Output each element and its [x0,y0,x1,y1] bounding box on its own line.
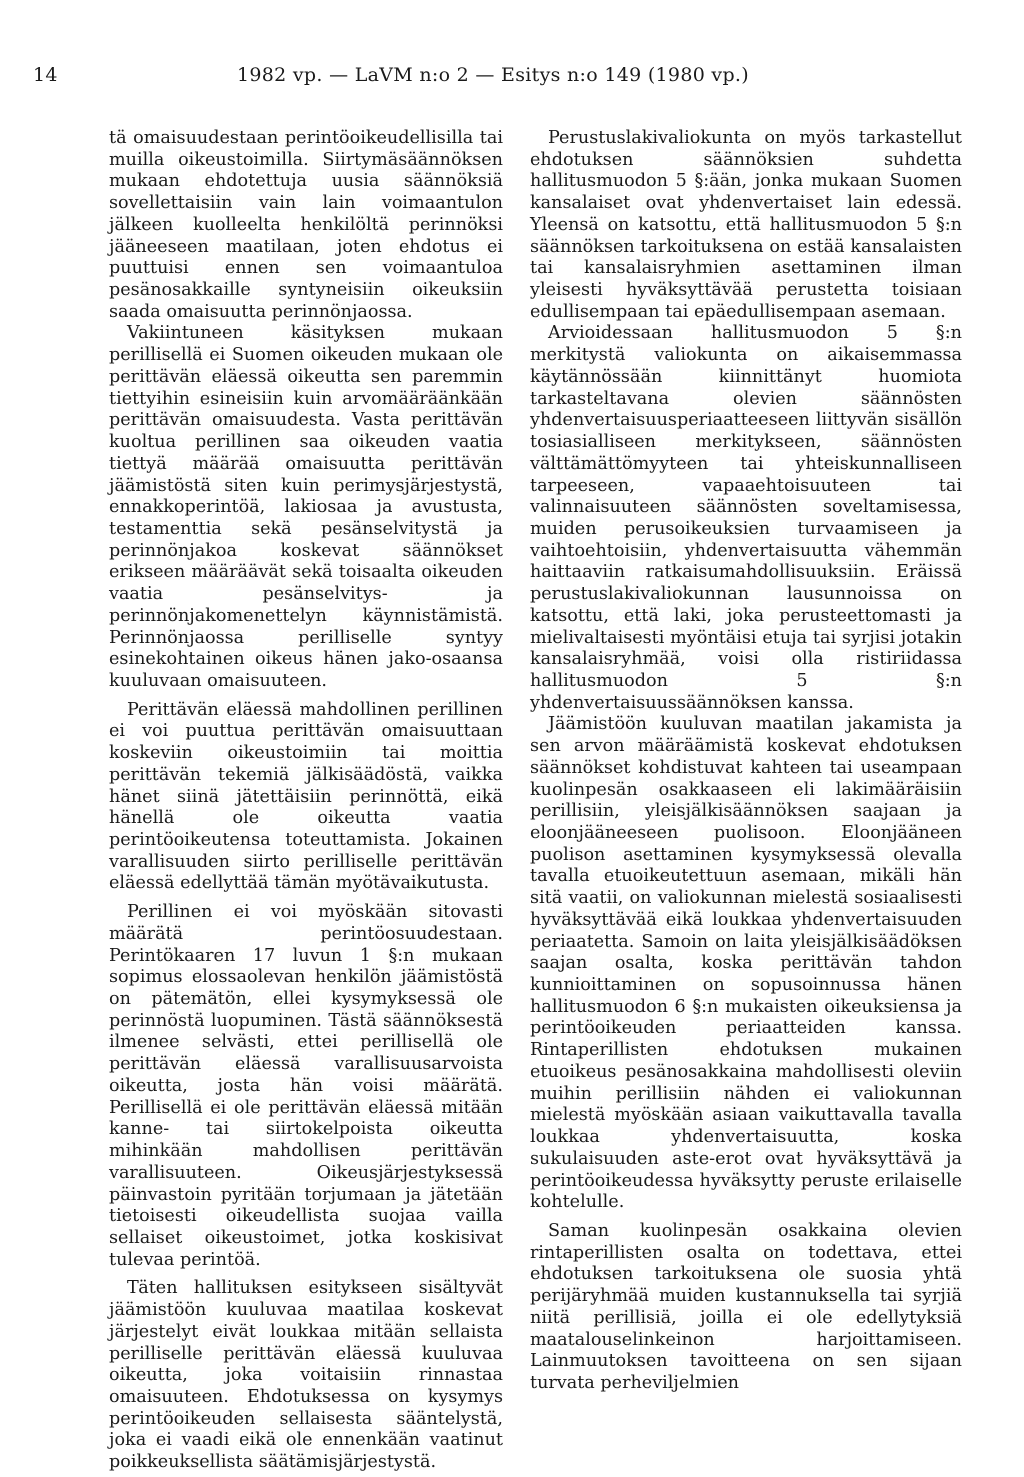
left-column [109,128,503,1474]
right-paragraph-1: Perustuslakivaliokunta on myös tarkastellut ehdotuksen säännöksien suhdetta hallitusmuodon 5 §:ään, jonka mukaan Suomen kansalaiset ovat yhdenvertaiset lain edessä. Yleensä on katsottu, että hallitusmuodon 5 §:n säännöksen tarkoituksena on estää kansalaisten tai kansalaisryhmien asettaminen ilman yleisesti hyväksyttävää perustetta toisiaan edullisempaan tai epäedullisempaan asemaan. [530,128,962,322]
right-column [530,128,962,1395]
running-header [0,64,1024,94]
left-paragraph-2: Vakiintuneen käsityksen mukaan perillisellä ei Suomen oikeuden mukaan ole perittävän eläessä oikeutta sen paremmin tiettyihin esineisiin kuin arvomääräänkään perittävän omaisuudesta. Vasta perittävän kuoltua perillinen saa oikeuden vaatia tiettyä määrää omaisuutta perittävän jäämistöstä siten kuin perimysjärjestystä, ennakkoperintöä, lakiosaa ja avustusta, testamenttia sekä pesänselvitystä ja perinnönjakoa koskevat säännökset erikseen määräävät sekä toisaalta oikeuden vaatia pesänselvitys- ja perinnönjakomenettelyn käynnistämistä. Perinnönjaossa perilliselle syntyy esinekohtainen oikeus hänen jako-osaansa kuuluvaan omaisuuteen. [109,323,503,691]
right-paragraph-4: Saman kuolinpesän osakkaina olevien rintaperillisten osalta on todettava, ettei ehdotuksen tarkoituksena ole suosia yhtä perijäryhmää muiden kustannuksella tai syrjiä niitä perillisiä, joilla ei ole edellytyksiä maatalouselinkeinon harjoittamiseen. Lainmuutoksen tavoitteena on sen sijaan turvata perheviljelmien [530,1220,962,1393]
page-number: 14 [33,64,58,86]
left-paragraph-5: Täten hallituksen esitykseen sisältyvät jäämistöön kuuluvaa maatilaa koskevat järjestelyt eivät loukkaa mitään sellaista perilliselle perittävän eläessä kuuluvaa oikeutta, joka voitaisiin rinnastaa omaisuuteen. Ehdotuksessa on kysymys perintöoikeuden sellaisesta sääntelystä, joka ei vaadi eikä ole ennenkään vaatinut poikkeuksellista säätämisjärjestystä. [109,1278,503,1473]
running-title: 1982 vp. — LaVM n:o 2 — Esitys n:o 149 (1980 vp.) [237,64,749,86]
right-paragraph-3: Jäämistöön kuuluvan maatilan jakamista ja sen arvon määräämistä koskevat ehdotuksen säännökset kohdistuvat kahteen tai useampaan kuolinpesän osakkaaseen eli lakimääräisiin perillisiin, yleisjälkisäännöksen saajaan ja eloonjääneeseen puolisoon. Eloonjääneen puolison asettaminen kysymyksessä olevalla tavalla etuoikeutettuun asemaan, mikäli hän sitä vaatii, on valiokunnan mielestä sosiaalisesti hyväksyttävää eikä loukkaa yhdenvertaisuuden periaatetta. Samoin on laita yleisjälkisäädöksen saajan osalta, koska perittävän tahdon kunnioittaminen on sopusoinnussa hänen hallitusmuodon 6 §:n mukaisten oikeuksiensa ja perintöoikeuden periaatteiden kanssa. Rintaperillisten ehdotuksen mukainen etuoikeus pesänosakkaina mahdollisesti oleviin muihin perillisiin nähden ei valiokunnan mielestä myöskään asiaan vaikuttavalla tavalla loukkaa yhdenvertaisuutta, koska sukulaisuuden aste-erot ovat hyväksyttävä ja perintöoikeudessa hyväksytty peruste erilaiselle kohtelulle. [530,714,962,1213]
right-paragraph-2: Arvioidessaan hallitusmuodon 5 §:n merkitystä valiokunta on aikaisemmassa käytännössään kiinnittänyt huomiota tarkasteltavana olevien säännösten yhdenvertaisuusperiaatteeseen liittyvän sisällön tosiasialliseen merkitykseen, säännösten välttämättömyyteen tai yhteiskunnalliseen tarpeeseen, vapaaehtoisuuteen tai valinnaisuuteen säännösten soveltamisessa, muiden perusoikeuksien turvaamiseen ja vaihtoehtoisiin, yhdenvertaisuutta vähemmän haittaaviin ratkaisumahdollisuuksiin. Eräissä perustuslakivaliokunnan lausunnoissa on katsottu, että laki, joka perusteettomasti ja mielivaltaisesti myöntäisi etuja tai syrjisi jotakin kansalaisryhmää, voisi olla ristiriidassa hallitusmuodon 5 §:n yhdenvertaisuussäännöksen kanssa. [530,323,962,713]
left-paragraph-1: tä omaisuudestaan perintöoikeudellisilla tai muilla oikeustoimilla. Siirtymäsäännöksen mukaan ehdotettuja uusia säännöksiä sovellettaisiin vain lain voimaantulon jälkeen kuolleelta henkilöltä perinnöksi jääneeseen maatilaan, joten ehdotus ei puuttuisi ennen sen voimaantuloa pesänosakkaille syntyneisiin oikeuksiin saada omaisuutta perinnönjaossa. [109,128,503,322]
left-paragraph-4: Perillinen ei voi myöskään sitovasti määrätä perintöosuudestaan. Perintökaaren 17 luvun 1 §:n mukaan sopimus elossaolevan henkilön jäämistöstä on pätemätön, ellei kysymyksessä ole perinnöstä luopuminen. Tästä säännöksestä ilmenee selvästi, ettei perillisellä ole perittävän eläessä varallisuusarvoista oikeutta, josta hän voisi määrätä. Perillisellä ei ole perittävän eläessä mitään kanne- tai siirtokelpoista oikeutta mihinkään mahdollisen perittävän varallisuuteen. Oikeusjärjestyksessä päinvastoin pyritään torjumaan ja jätetään tietoisesti oikeudellista suojaa vailla sellaiset oikeustoimet, jotka koskisivat tulevaa perintöä. [109,902,503,1270]
left-paragraph-3: Perittävän eläessä mahdollinen perillinen ei voi puuttua perittävän omaisuuttaan koskeviin oikeustoimiin tai moittia perittävän tekemiä jälkisäädöstä, vaikka hänet siinä jätettäisiin perinnöttä, eikä hänellä ole oikeutta vaatia perintöoikeutensa toteuttamista. Jokainen varallisuuden siirto perilliselle perittävän eläessä edellyttää tämän myötävaikutusta. [109,699,503,894]
